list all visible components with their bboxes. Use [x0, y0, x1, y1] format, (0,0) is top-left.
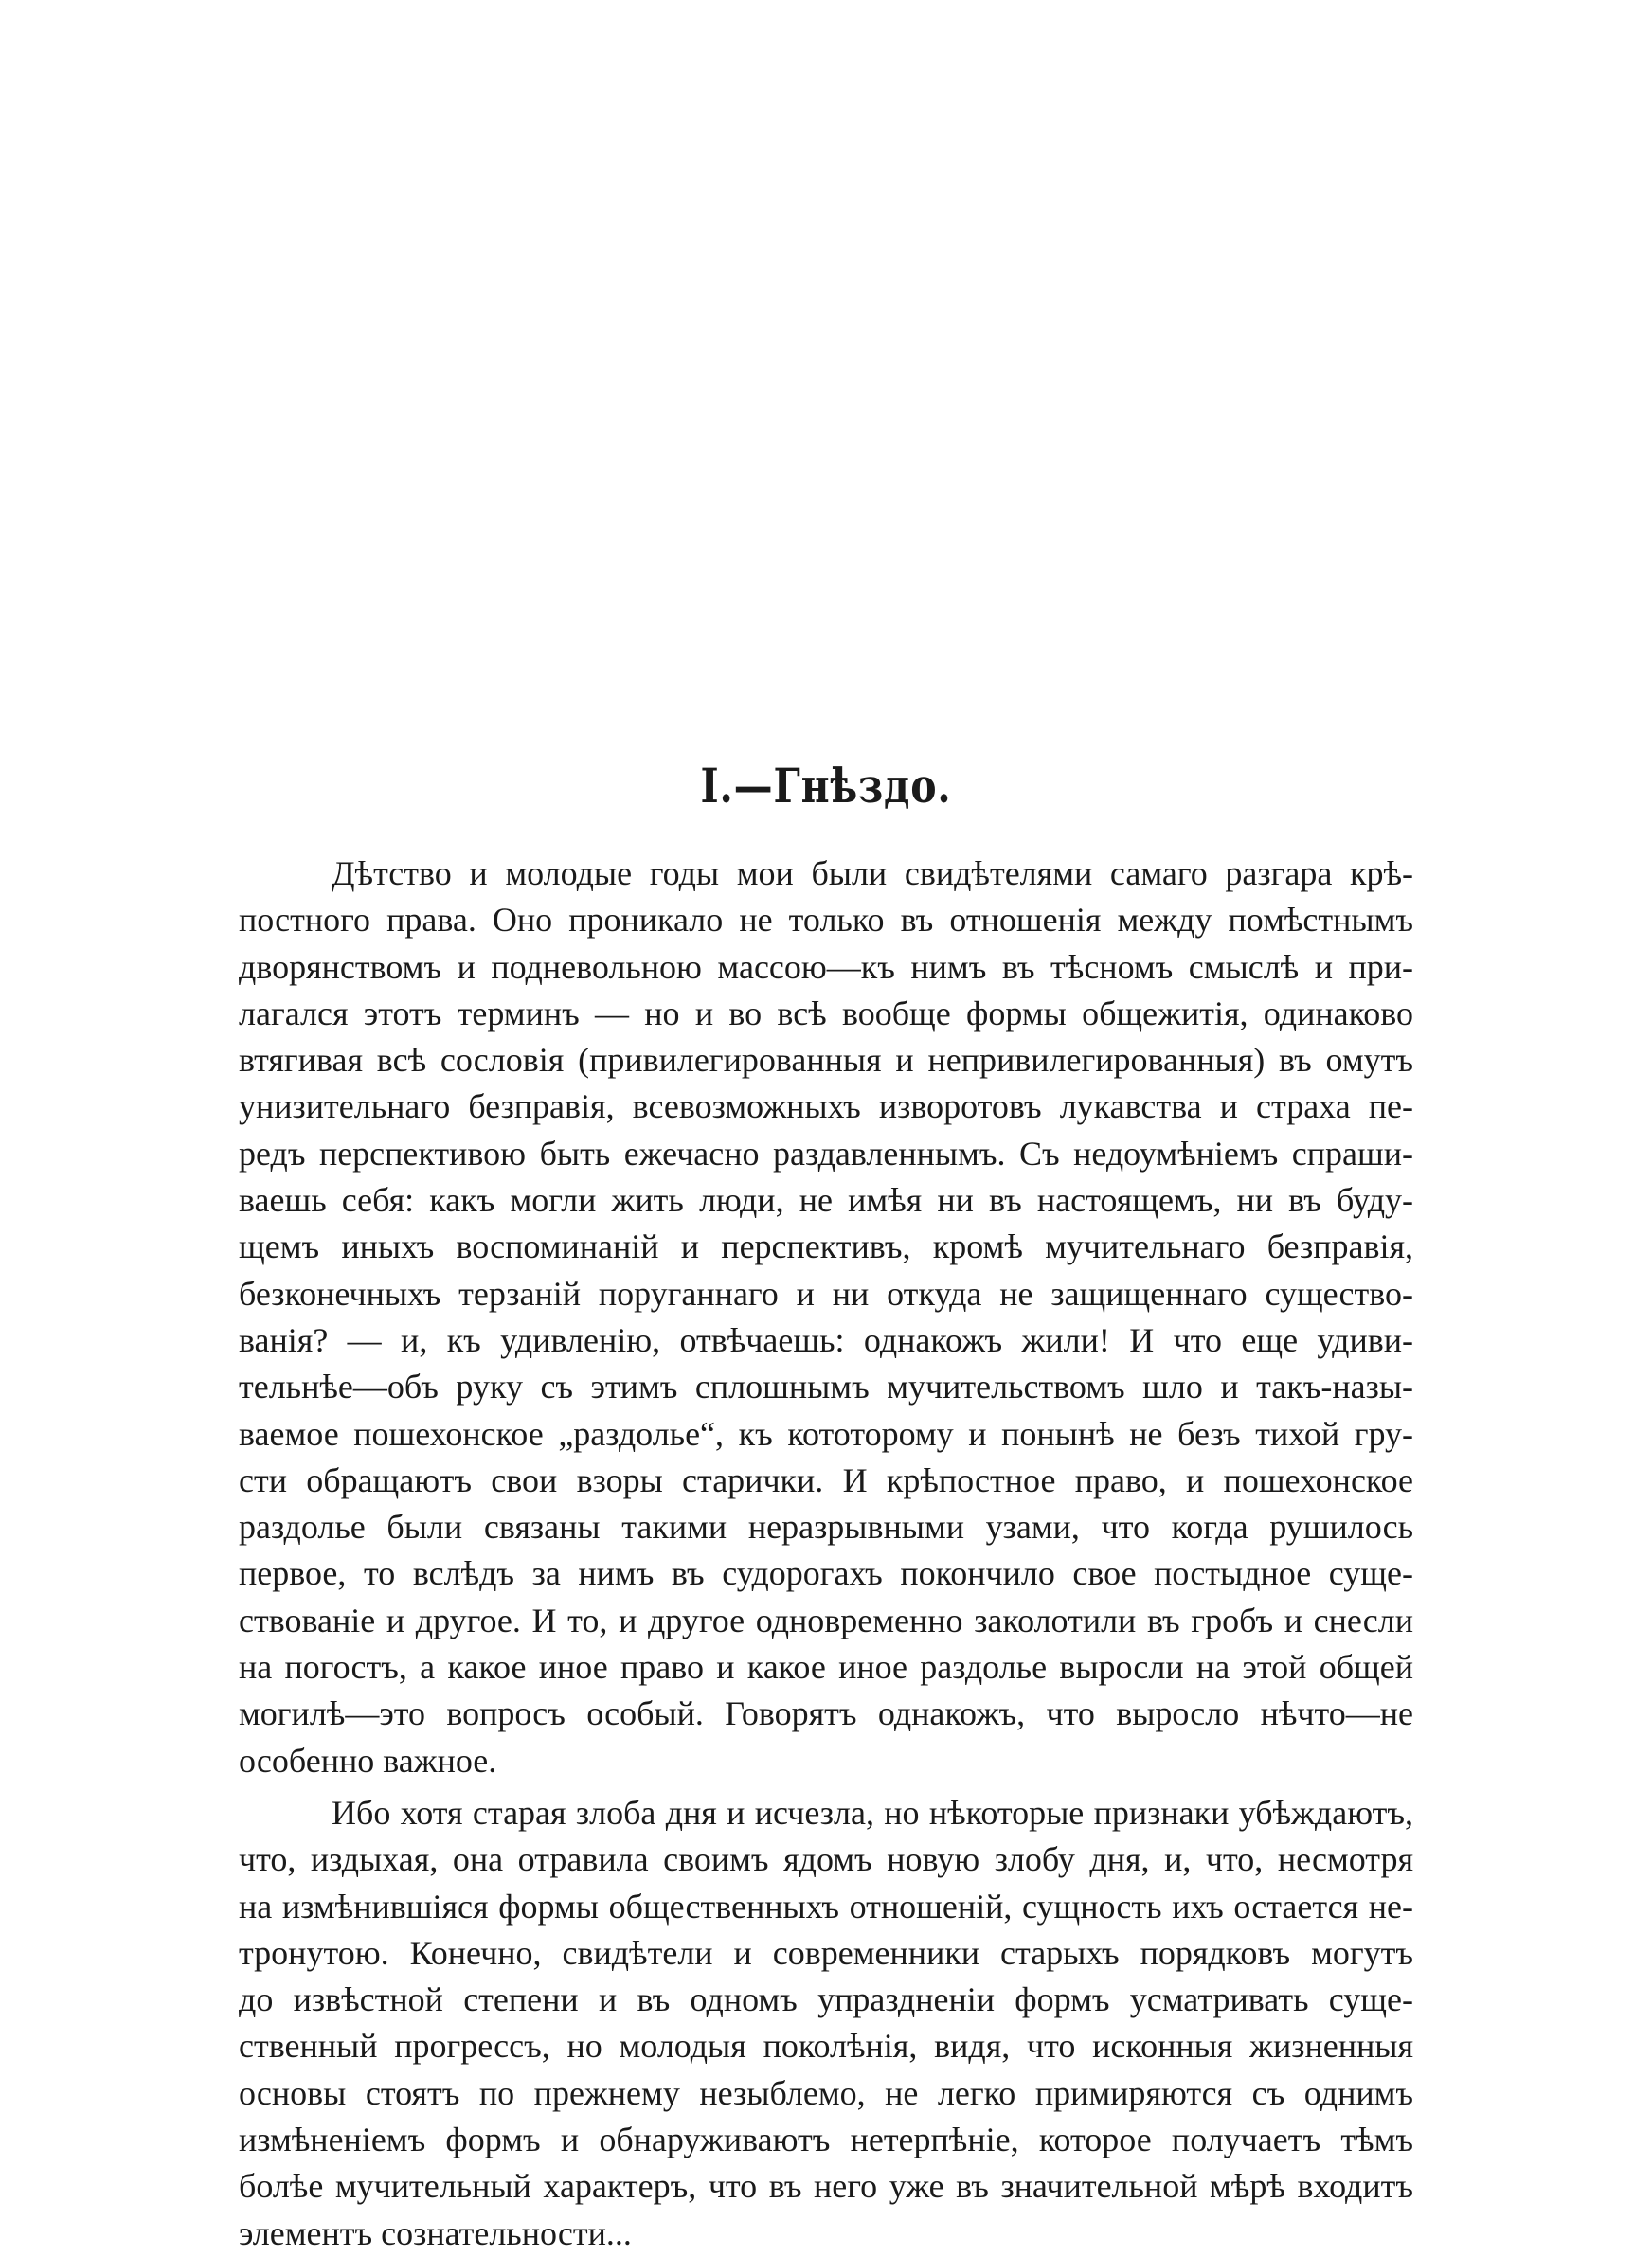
text-line: первое, то вслѣдъ за нимъ въ судорогахъ покончило свое постыдное суще- [239, 1554, 1413, 1593]
text-line: дворянствомъ и подневольною массою—къ нимъ въ тѣсномъ смыслѣ и при- [239, 947, 1413, 986]
text-line: сти обращаютъ свои взоры старички. И крѣпостное право, и пошехонское [239, 1460, 1413, 1499]
text-line: тронутою. Конечно, свидѣтели и современники старыхъ порядковъ могутъ [239, 1933, 1413, 1972]
text-line: измѣненіемъ формъ и обнаруживаютъ нетерпѣніе, которое получаетъ тѣмъ [239, 2121, 1413, 2159]
text-line: ственный прогрессъ, но молодыя поколѣнія, видя, что исконныя жизненныя [239, 2027, 1413, 2066]
text-line: безконечныхъ терзаній поруганнаго и ни откуда не защищеннаго существо- [239, 1274, 1413, 1313]
text-line: Дѣтство и молодые годы мои были свидѣтелями самаго разгара крѣ- [332, 854, 1413, 892]
text-line: Ибо хотя старая злоба дня и исчезла, но нѣкоторые признаки убѣждаютъ, [332, 1793, 1413, 1832]
text-line: особенно важное. [239, 1741, 497, 1780]
text-line: редъ перспективою быть ежечасно раздавленнымъ. Съ недоумѣніемъ спраши- [239, 1134, 1413, 1173]
text-line: до извѣстной степени и въ одномъ упраздненіи формъ усматривать суще- [239, 1980, 1413, 2019]
text-line: щемъ иныхъ воспоминаній и перспективъ, кромѣ мучительнаго безправія, [239, 1227, 1413, 1266]
text-line: на измѣнившіяся формы общественныхъ отношеній, сущность ихъ остается не- [239, 1887, 1413, 1926]
text-line: ствованіе и другое. И то, и другое одновременно заколотили въ гробъ и снесли [239, 1601, 1413, 1639]
paragraph-2 [239, 1790, 1413, 2257]
text-line: ванія? — и, къ удивленію, отвѣчаешь: однакожъ жили! И что еще удиви- [239, 1320, 1413, 1359]
text-line: что, издыхая, она отравила своимъ ядомъ новую злобу дня, и, что, несмотря [239, 1840, 1413, 1879]
text-line: основы стоятъ по прежнему незыблемо, не легко примиряются съ однимъ [239, 2073, 1413, 2112]
text-line: унизительнаго безправія, всевозможныхъ изворотовъ лукавства и страха пе- [239, 1087, 1413, 1126]
body-text [239, 851, 1413, 2257]
paragraph-1 [239, 851, 1413, 1784]
text-line: могилѣ—это вопросъ особый. Говорятъ однакожъ, что выросло нѣчто—не [239, 1694, 1413, 1733]
text-line: болѣе мучительный характеръ, что въ него уже въ значительной мѣрѣ входитъ [239, 2167, 1413, 2206]
text-line: ваешь себя: какъ могли жить люди, не имѣя ни въ настоящемъ, ни въ буду- [239, 1181, 1413, 1220]
text-line: тельнѣе—объ руку съ этимъ сплошнымъ мучительствомъ шло и такъ-назы- [239, 1368, 1413, 1406]
text-line: элементъ сознательности... [239, 2213, 632, 2252]
text-line: постного права. Оно проникало не только въ отношенія между помѣстнымъ [239, 901, 1413, 940]
text-line: на погостъ, а какое иное право и какое иное раздолье выросли на этой общей [239, 1648, 1413, 1687]
text-line: ваемое пошехонское „раздолье“, къ кототорому и понынѣ не безъ тихой гру- [239, 1414, 1413, 1453]
text-line: лагался этотъ терминъ — но и во всѣ вообще формы общежитія, одинаково [239, 994, 1413, 1032]
text-line: раздолье были связаны такими неразрывными узами, что когда рушилось [239, 1508, 1413, 1547]
chapter-title: I.—Гнѣздо. [700, 758, 952, 814]
text-line: втягивая всѣ сословія (привилегированныя и непривилегированныя) въ омутъ [239, 1041, 1413, 1080]
